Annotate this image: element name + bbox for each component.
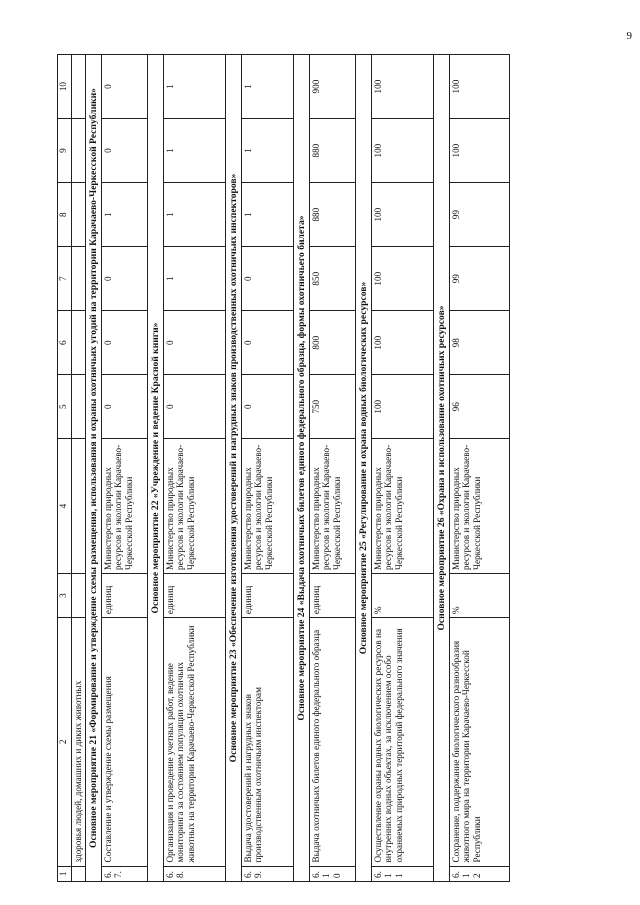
col-header: 5 xyxy=(58,375,72,439)
column-number-header xyxy=(58,55,72,882)
row-number: 6.11 xyxy=(371,866,433,881)
unit-cell: единиц xyxy=(163,573,225,617)
value-cell: 100 xyxy=(371,311,433,375)
section-row xyxy=(147,55,163,882)
value-cell: 96 xyxy=(449,375,509,439)
value-cell: 1 xyxy=(163,55,225,119)
value-cell: 100 xyxy=(449,119,509,183)
value-cell: 0 xyxy=(101,55,147,119)
value-cell: 100 xyxy=(371,183,433,247)
indicator-name: Выдача удостоверений и нагрудных знаков производственным охотничьим инспекторам xyxy=(241,618,293,866)
value-cell: 100 xyxy=(449,55,509,119)
unit-cell: % xyxy=(449,573,509,617)
value-cell: 0 xyxy=(163,311,225,375)
table-row xyxy=(241,55,293,882)
value-cell: 98 xyxy=(449,311,509,375)
table-row xyxy=(449,55,509,882)
value-cell: 0 xyxy=(101,247,147,311)
rotated-table-page xyxy=(57,54,635,882)
section-row xyxy=(225,55,241,882)
section-title: Основное мероприятие 26 «Охрана и использование охотничьих ресурсов» xyxy=(433,55,449,882)
section-title: Основное мероприятие 25 «Регулирование и охрана водных биологических ресурсов» xyxy=(355,55,371,882)
value-cell: 1 xyxy=(163,183,225,247)
section-title: Основное мероприятие 22 «Учреждение и ведение Красной книги» xyxy=(147,55,163,882)
unit-cell: единиц xyxy=(309,573,355,617)
section-title: Основное мероприятие 24 «Выдача охотничьих билетов единого федерального образца, формы охотничьего билета» xyxy=(293,55,309,882)
col-header: 1 xyxy=(58,866,72,881)
value-cell: 850 xyxy=(309,247,355,311)
responsible-cell: Министерство природных ресурсов и экологии Карачаево-Черкесской Республики xyxy=(309,439,355,574)
value-cell: 900 xyxy=(309,55,355,119)
value-cell: 750 xyxy=(309,375,355,439)
table-row xyxy=(371,55,433,882)
col-header: 8 xyxy=(58,183,72,247)
col-header: 3 xyxy=(58,573,72,617)
section-row xyxy=(85,55,101,882)
value-cell: 99 xyxy=(449,247,509,311)
table-row xyxy=(163,55,225,882)
value-cell: 0 xyxy=(241,311,293,375)
value-cell: 0 xyxy=(241,247,293,311)
value-cell: 1 xyxy=(241,55,293,119)
col-header: 2 xyxy=(58,618,72,866)
responsible-cell: Министерство природных ресурсов и экологии Карачаево-Черкесской Республики xyxy=(163,439,225,574)
section-title: Основное мероприятие 23 «Обеспечение изготовления удостоверений и нагрудных знаков производственных охотничьих инспекторов» xyxy=(225,55,241,882)
value-cell: 1 xyxy=(163,119,225,183)
table-body xyxy=(58,55,510,882)
value-cell: 0 xyxy=(241,375,293,439)
value-cell: 100 xyxy=(371,55,433,119)
value-cell: 0 xyxy=(163,375,225,439)
responsible-cell: Министерство природных ресурсов и экологии Карачаево-Черкесской Республики xyxy=(241,439,293,574)
value-cell: 99 xyxy=(449,183,509,247)
col-header: 10 xyxy=(58,55,72,119)
section-row xyxy=(293,55,309,882)
responsible-cell: Министерство природных ресурсов и экологии Карачаево-Черкесской Республики xyxy=(449,439,509,574)
indicator-name: Сохранение, поддержание биологического разнообразия животного мира на территории Карачаево-Черкесской Республики xyxy=(449,618,509,866)
value-cell: 1 xyxy=(101,183,147,247)
value-cell: 800 xyxy=(309,311,355,375)
col-header: 6 xyxy=(58,311,72,375)
value-cell: 100 xyxy=(371,119,433,183)
value-cell: 0 xyxy=(101,375,147,439)
value-cell: 1 xyxy=(241,119,293,183)
page-number: 9 xyxy=(626,30,632,42)
unit-cell: единиц xyxy=(101,573,147,617)
value-cell: 100 xyxy=(371,247,433,311)
responsible-cell: Министерство природных ресурсов и экологии Карачаево-Черкесской Республики xyxy=(101,439,147,574)
value-cell: 1 xyxy=(163,247,225,311)
col-header: 9 xyxy=(58,119,72,183)
row-number: 6.7. xyxy=(101,866,147,881)
row-number: 6.12 xyxy=(449,866,509,881)
value-cell: 100 xyxy=(371,375,433,439)
continuation-text: здоровья людей, домашних и диких животных xyxy=(72,618,86,866)
col-header: 7 xyxy=(58,247,72,311)
continuation-row xyxy=(72,55,86,882)
indicator-name: Выдача охотничьих билетов единого федерального образца xyxy=(309,618,355,866)
value-cell: 880 xyxy=(309,183,355,247)
section-row xyxy=(355,55,371,882)
table-row xyxy=(309,55,355,882)
unit-cell: единиц xyxy=(241,573,293,617)
section-title: Основное мероприятие 21 «Формирование и утверждение схемы размещения, использования и охраны охотничьих угодий на территории Карачаево-Черкесской Республики» xyxy=(85,55,101,882)
value-cell: 1 xyxy=(241,183,293,247)
col-header: 4 xyxy=(58,439,72,574)
indicator-name: Организация и проведение учетных работ, ведение мониторинга за состоянием популяции охотничьих животных на территории Карачаево-Черкесской Республики xyxy=(163,618,225,866)
row-number: 6.10 xyxy=(309,866,355,881)
section-row xyxy=(433,55,449,882)
value-cell: 0 xyxy=(101,311,147,375)
indicator-name: Составление и утверждение схемы размещения xyxy=(101,618,147,866)
row-number: 6.8. xyxy=(163,866,225,881)
indicator-name: Осуществление охраны водных биологических ресурсов на внутренних водных объектах, за исключением особо охраняемых природных территорий федерального значения xyxy=(371,618,433,866)
row-number: 6.9. xyxy=(241,866,293,881)
responsible-cell: Министерство природных ресурсов и экологии Карачаево-Черкесской Республики xyxy=(371,439,433,574)
indicators-table xyxy=(57,54,510,882)
value-cell: 0 xyxy=(101,119,147,183)
value-cell: 880 xyxy=(309,119,355,183)
unit-cell: % xyxy=(371,573,433,617)
table-row xyxy=(101,55,147,882)
